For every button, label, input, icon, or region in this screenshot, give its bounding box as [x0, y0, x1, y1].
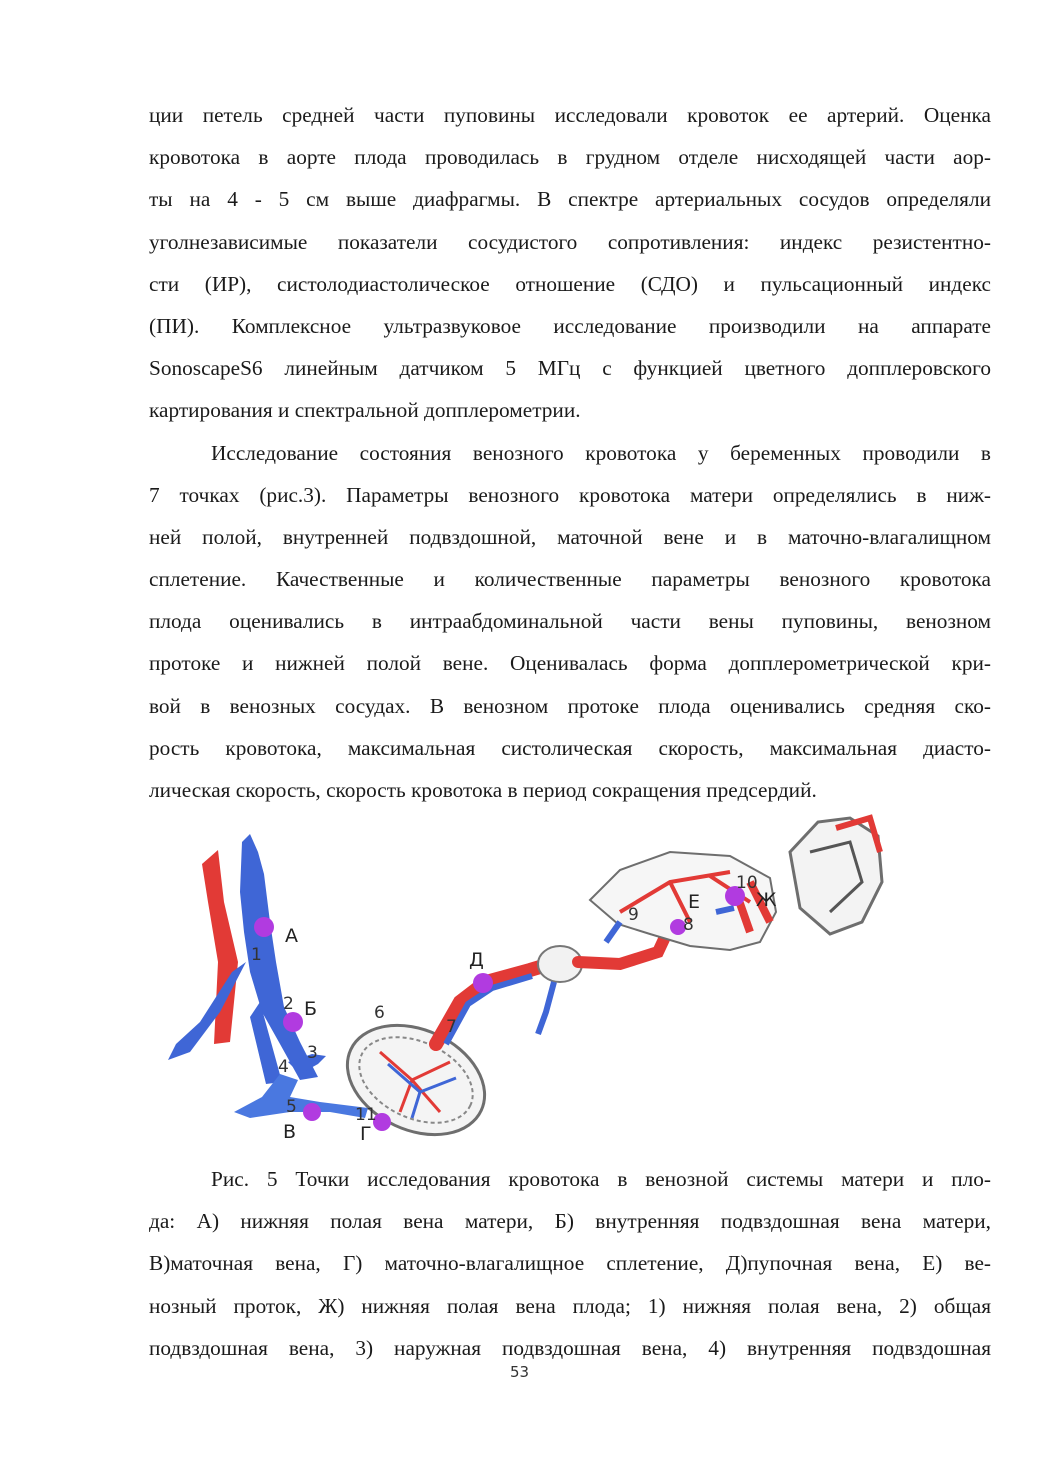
body-line: плода оценивались в интраабдоминальной части вены пуповины, венозном: [149, 609, 991, 634]
label-number-5: 5: [286, 1097, 297, 1117]
caption-line: подвздошная вена, 3) наружная подвздошная вена, 4) внутренняя подвздошная: [149, 1335, 991, 1360]
label-number-11: 11: [355, 1105, 377, 1125]
maternal-iliac-vein-left: [168, 962, 246, 1060]
body-line: рость кровотока, максимальная систолическая скорость, максимальная диасто-: [149, 735, 991, 760]
body-line: Исследование состояния венозного кровотока у беременных проводили в: [211, 440, 991, 465]
point-V: [303, 1103, 321, 1121]
body-line: ты на 4 - 5 см выше диафрагмы. В спектре артериальных сосудов определяли: [149, 187, 991, 212]
fetal-liver: [590, 852, 776, 950]
body-line: картирования и спектральной допплерометрии.: [149, 398, 581, 423]
body-text: [149, 94, 991, 811]
label-number-2: 2: [283, 994, 294, 1014]
label-number-6: 6: [374, 1003, 385, 1023]
body-line: SonoscapeS6 линейным датчиком 5 МГц с функцией цветного допплеровского: [149, 356, 991, 381]
label-letter-V: В: [283, 1121, 297, 1143]
caption-line: да: А) нижняя полая вена матери, Б) внутренняя подвздошная вена матери,: [149, 1209, 991, 1234]
body-line: уголнезависимые показатели сосудистого сопротивления: индекс резистентно-: [149, 229, 991, 254]
page-number: 53: [509, 1363, 530, 1381]
point-A: [254, 917, 274, 937]
caption-line: нозный проток, Ж) нижняя полая вена плода; 1) нижняя полая вена, 2) общая: [149, 1293, 991, 1318]
figure-caption: [149, 1158, 991, 1369]
label-number-4: 4: [278, 1057, 289, 1077]
label-number-7: 7: [446, 1017, 457, 1037]
label-letter-B: Б: [304, 998, 318, 1020]
label-letter-E: Е: [688, 891, 701, 913]
maternal-vessels: [168, 834, 368, 1118]
body-line: ции петель средней части пуповины исследовали кровоток ее артерий. Оценка: [149, 103, 991, 127]
label-number-3: 3: [307, 1043, 318, 1063]
label-letter-D: Д: [469, 949, 484, 971]
body-line: лическая скорость, скорость кровотока в период сокращения предсердий.: [149, 778, 817, 802]
label-letter-A: А: [285, 925, 298, 947]
label-number-10: 10: [736, 873, 758, 893]
caption-line: Рис. 5 Точки исследования кровотока в венозной системы матери и пло-: [211, 1167, 991, 1191]
caption-line: В)маточная вена, Г) маточно-влагалищное сплетение, Д)пупочная вена, Е) ве-: [149, 1251, 991, 1276]
maternal-uterine-vein: [234, 1074, 368, 1118]
point-B: [283, 1012, 303, 1032]
venous-circulation-figure: [150, 812, 1010, 1152]
point-D: [473, 973, 493, 993]
body-line: протоке и нижней полой вене. Оценивалась форма допплерометрической кри-: [149, 651, 991, 676]
body-line: сти (ИР), систолодиастолическое отношение (СДО) и пульсационный индекс: [149, 271, 991, 296]
label-number-9: 9: [628, 905, 639, 925]
label-number-8: 8: [683, 915, 694, 935]
body-line: сплетение. Качественные и количественные параметры венозного кровотока: [149, 567, 991, 592]
umbilical-cord: [436, 922, 672, 1044]
body-line: (ПИ). Комплексное ультразвуковое исследование производили на аппарате: [149, 313, 991, 338]
body-line: ней полой, внутренней подвздошной, маточной вене и в маточно-влагалищном: [149, 524, 991, 549]
body-line: 7 точках (рис.3). Параметры венозного кровотока матери определялись в ниж-: [149, 482, 991, 507]
label-letter-Zh: Ж: [756, 889, 777, 911]
placenta: [330, 1004, 503, 1152]
measurement-points: [254, 886, 745, 1131]
label-number-1: 1: [251, 945, 262, 965]
body-line: кровотока в аорте плода проводилась в грудном отделе нисходящей части аор-: [149, 145, 991, 170]
label-letter-G: Г: [360, 1123, 372, 1145]
body-line: вой в венозных сосудах. В венозном протоке плода оценивались средняя ско-: [149, 693, 991, 718]
